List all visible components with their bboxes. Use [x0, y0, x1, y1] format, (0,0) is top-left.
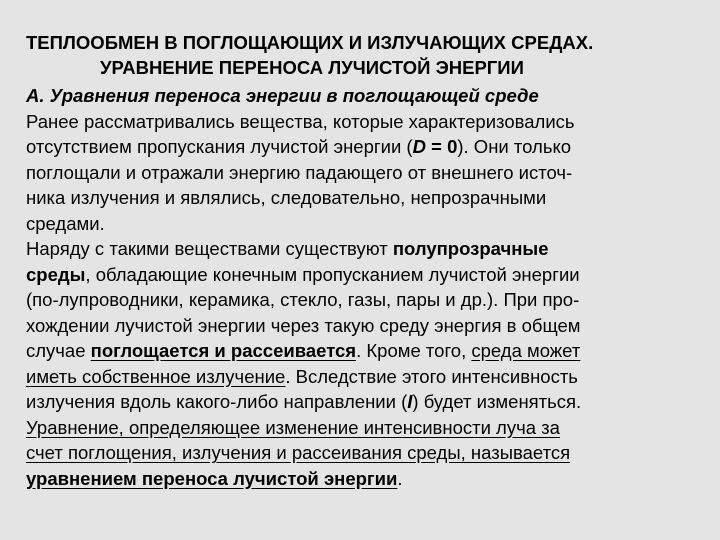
p2-line-3 [26, 287, 708, 313]
p2-line-2 [26, 262, 708, 288]
p1-line-2 [26, 134, 708, 160]
p1-text: Ранее рассматривались вещества, которые характеризовались [26, 110, 575, 132]
p1-text: ника излучения и являлись, следовательно, непрозрачными [26, 187, 547, 208]
p2-line-9 [26, 440, 708, 466]
p1-line-1 [26, 109, 708, 135]
term-semitransparent: полупрозрачные [392, 238, 549, 259]
p1-line-3 [26, 160, 708, 186]
p2-text: ) будет изменяться. [412, 391, 582, 412]
p2-text: Наряду с такими веществами существуют [26, 238, 393, 259]
body-text [26, 83, 708, 491]
p1-text: средами. [26, 212, 105, 234]
equals-zero: = 0 [425, 136, 458, 157]
term-absorbed-scattered: поглощается и рассеивается [90, 340, 357, 361]
underlined-text: счет поглощения, излучения и рассеивания среды, называется [26, 442, 571, 463]
term-media: среды [26, 263, 86, 285]
p2-line-8 [26, 415, 708, 441]
p1-line-4 [26, 185, 708, 211]
p2-line-1 [26, 236, 708, 262]
p2-line-5 [26, 338, 708, 364]
title-line-2: УРАВНЕНИЕ ПЕРЕНОСА ЛУЧИСТОЙ ЭНЕРГИИ [100, 57, 524, 78]
p2-line-4 [26, 313, 708, 339]
symbol-i: I [407, 391, 413, 412]
p2-line-10 [26, 466, 708, 492]
p1-text: отсутствием пропускания лучистой энергии ( [26, 136, 413, 157]
underlined-text: Уравнение, определяющее изменение интенсивности луча за [26, 416, 560, 438]
p2-line-6 [26, 364, 708, 390]
underlined-text: иметь собственное излучение [26, 365, 286, 387]
p2-text: (по-лупроводники, керамика, стекло, газы, пары и др.). При про- [26, 289, 580, 310]
page-title [26, 30, 706, 80]
p2-text: случае [26, 340, 91, 361]
p2-text: излучения вдоль какого-либо направлении ( [26, 391, 408, 412]
symbol-d: D [412, 136, 426, 157]
p1-line-5 [26, 211, 708, 237]
p2-text: . [397, 467, 403, 489]
p2-text: , обладающие конечным пропусканием лучистой энергии [85, 263, 580, 285]
p2-text: . Кроме того, [356, 340, 472, 361]
p1-text: ). Они только [457, 136, 572, 157]
term-radiative-transfer-equation: уравнением переноса лучистой энергии [26, 467, 398, 489]
title-line-1: ТЕПЛООБМЕН В ПОГЛОЩАЮЩИХ И ИЗЛУЧАЮЩИХ СРЕДАХ. [26, 32, 594, 53]
p2-text: . Вследствие этого интенсивность [285, 365, 578, 387]
underlined-text: среда может [471, 340, 581, 361]
p2-text: хождении лучистой энергии через такую среду энергия в общем [26, 314, 581, 336]
p2-line-7 [26, 389, 708, 415]
p1-text: поглощали и отражали энергию падающего от внешнего источ- [26, 161, 573, 183]
section-heading: А. Уравнения переноса энергии в поглощающей среде [26, 85, 539, 106]
